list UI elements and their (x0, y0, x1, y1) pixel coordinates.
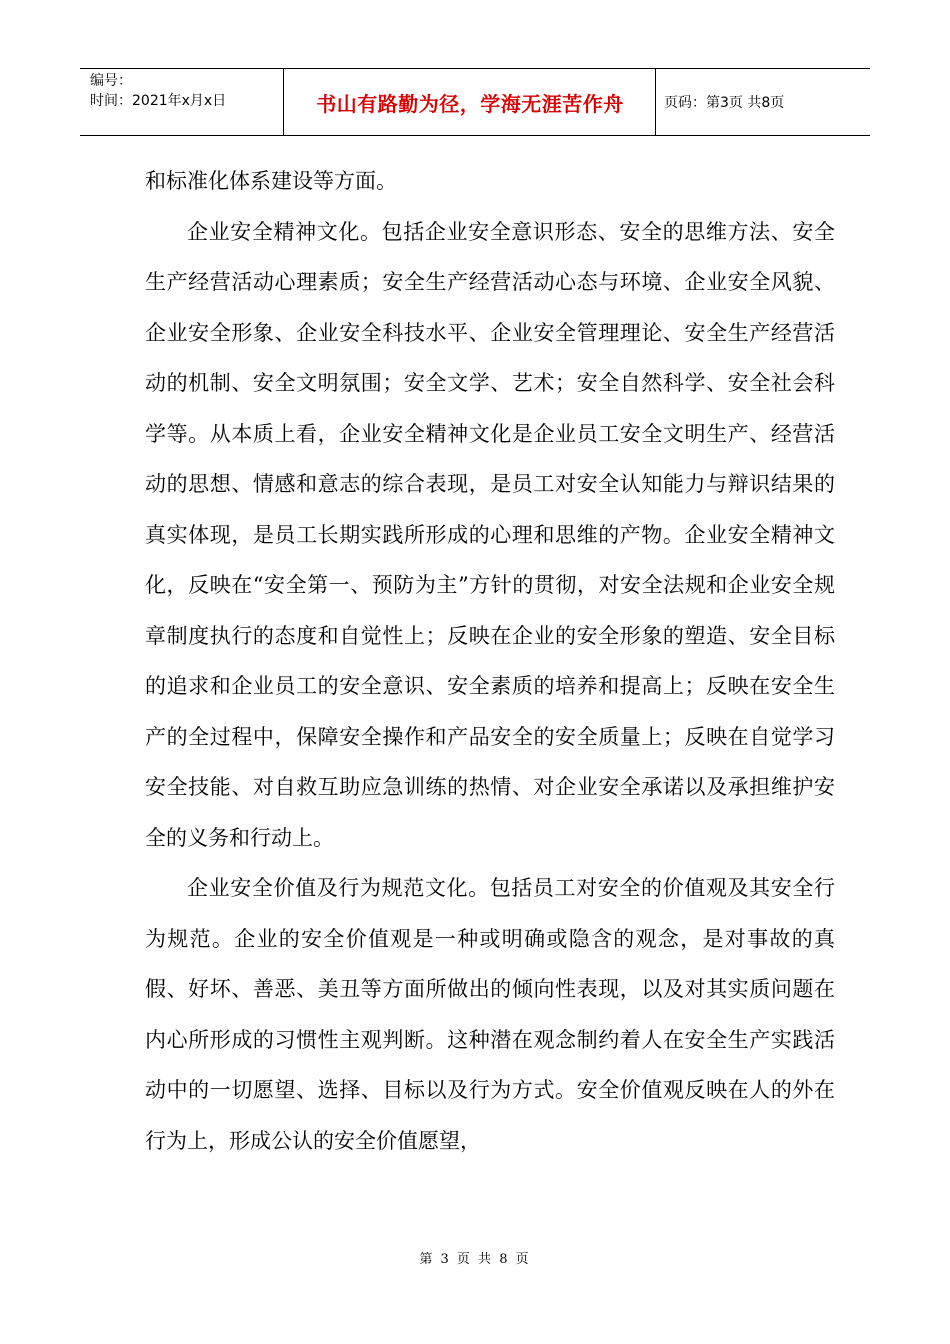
header-motto: 书山有路勤为径，学海无涯苦作舟 (316, 91, 624, 116)
header-page-code: 页码：第3页 共8页 (664, 95, 785, 111)
page-footer: 第 3 页 共 8 页 (419, 1252, 531, 1267)
document-number-label: 编号： (90, 73, 132, 89)
paragraph-safety-spirit-culture: 企业安全精神文化。包括企业安全意识形态、安全的思维方法、安全生产经营活动心理素质；安全生产经营活动心态与环境、企业安全风貌、企业安全形象、企业安全科技水平、企业安全管理理论、安全生产经营活动的机制、安全文明氛围；安全文学、艺术；安全自然科学、安全社会科学等。从本质上看，企业安全精神文化是企业员工安全文明生产、经营活动的思想、情感和意志的综合表现，是员工对安全认知能力与辩识结果的真实体现，是员工长期实践所形成的心理和思维的产物。企业安全精神文化，反映在“安全第一、预防为主”方针的贯彻，对安全法规和企业安全规章制度执行的态度和自觉性上；反映在企业的安全形象的塑造、安全目标的追求和企业员工的安全意识、安全素质的培养和提高上；反映在安全生产的全过程中，保障安全操作和产品安全的安全质量上；反映在自觉学习安全技能、对自救互助应急训练的热情、对企业安全承诺以及承担维护安全的义务和行动上。 (145, 219, 835, 850)
header-divider-left (283, 69, 284, 135)
document-date-label: 时间：2021年x月x日 (90, 93, 227, 109)
page-header (80, 68, 870, 136)
document-body (145, 156, 835, 1166)
header-divider-right (655, 69, 656, 135)
paragraph-continuation: 和标准化体系建设等方面。 (145, 169, 397, 193)
header-info (90, 71, 280, 111)
paragraph-safety-value-culture: 企业安全价值及行为规范文化。包括员工对安全的价值观及其安全行为规范。企业的安全价值观是一种或明确或隐含的观念，是对事故的真假、好坏、善恶、美丑等方面所做出的倾向性表现，以及对其实质问题在内心所形成的习惯性主观判断。这种潜在观念制约着人在安全生产实践活动中的一切愿望、选择、目标以及行为方式。安全价值观反映在人的外在行为上，形成公认的安全价值愿望， (145, 876, 835, 1153)
